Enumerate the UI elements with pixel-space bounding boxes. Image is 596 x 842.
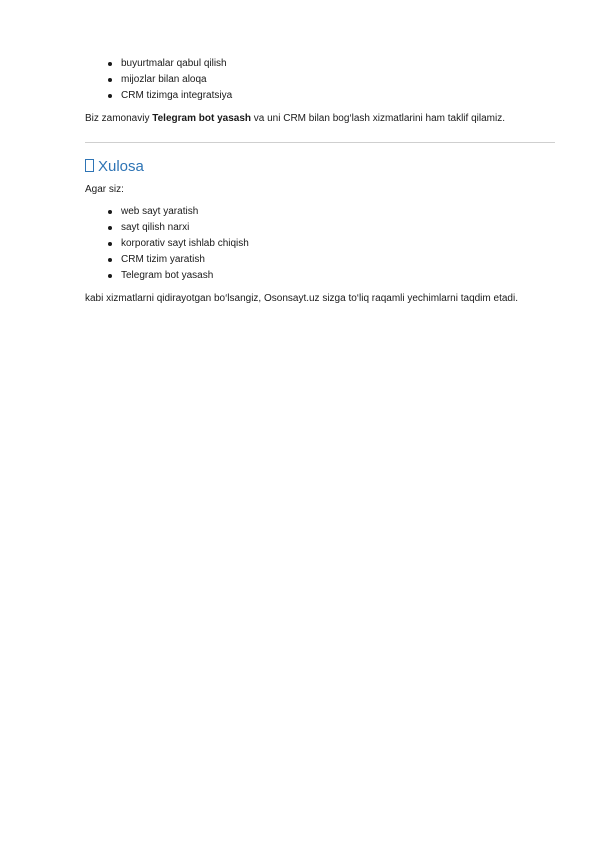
bullet-icon [108,62,112,66]
bullet-icon [108,226,112,230]
list-item-text: Telegram bot yasash [121,270,214,281]
bullet-icon [108,78,112,82]
list-item-text: mijozlar bilan aloqa [121,74,207,85]
list-item [108,56,232,72]
section-divider [85,142,555,143]
list-item-text: CRM tizim yaratish [121,254,205,265]
bullet-icon [108,242,112,246]
list-item [108,236,249,252]
list-item [108,72,232,88]
list-item-text: korporativ sayt ishlab chiqish [121,238,249,249]
bullet-icon [108,94,112,98]
list-item-text: buyurtmalar qabul qilish [121,58,227,69]
paragraph-text: va uni CRM bilan bog‘lash xizmatlarini ham taklif qilamiz. [251,113,505,124]
list-item [108,88,232,104]
bullet-icon [108,274,112,278]
list-item-text: CRM tizimga integratsiya [121,90,233,101]
list-item [108,204,249,220]
closing-paragraph: kabi xizmatlarni qidirayotgan bo‘lsangiz, Osonsayt.uz sizga to‘liq raqamli yechimlarni taqdim etadi. [85,293,518,304]
paragraph-bold-text: Telegram bot yasash [152,113,251,124]
list-item [108,220,249,236]
bullet-icon [108,210,112,214]
intro-bullet-list [108,56,232,104]
heading-text: Xulosa [98,158,144,175]
telegram-paragraph [85,112,505,126]
bullet-icon [108,258,112,262]
list-item-text: sayt qilish narxi [121,222,190,233]
list-item [108,252,249,268]
list-item-text: web sayt yaratish [121,206,199,217]
lead-text: Agar siz: [85,184,124,195]
section-heading [85,158,144,176]
paragraph-text: Biz zamonaviy [85,113,153,124]
missing-glyph-icon [85,159,94,172]
list-item [108,268,249,284]
services-bullet-list [108,204,249,284]
